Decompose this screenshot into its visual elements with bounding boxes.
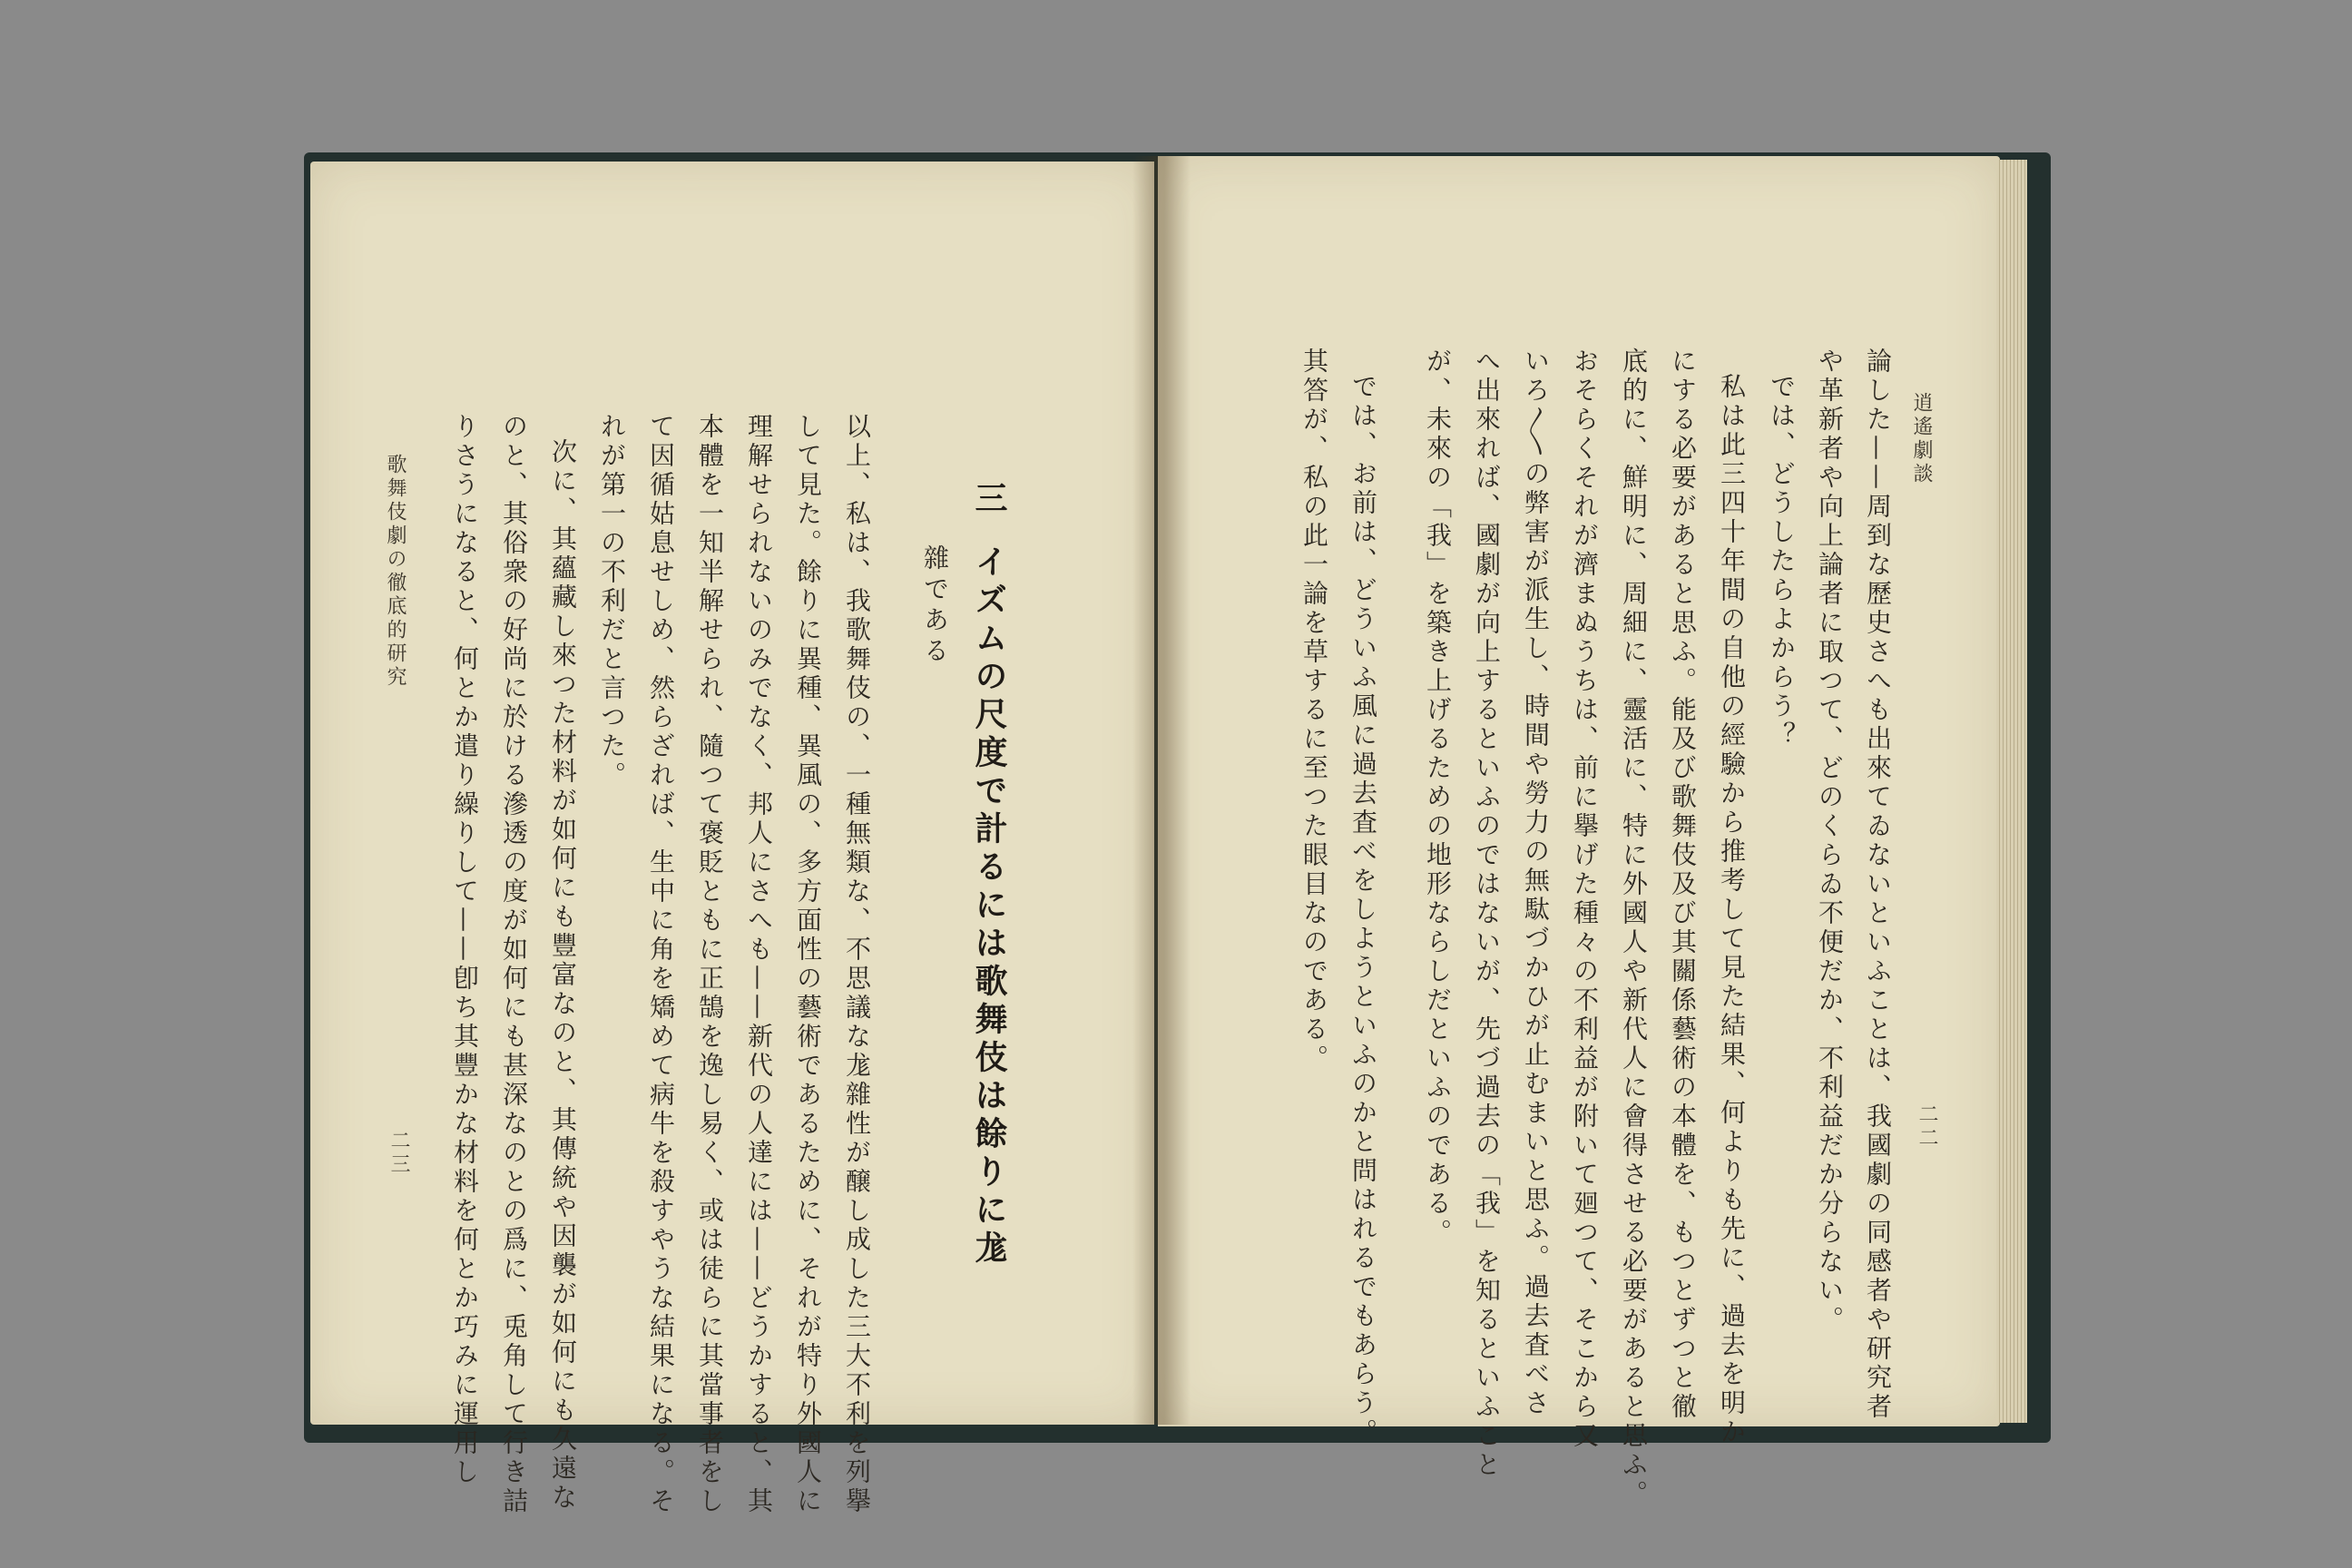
text-line: いろ〳〵の弊害が派生し、時間や勞力の無駄づかひが止むまいと思ふ。過去査べさ (1521, 348, 1551, 1418)
text-line: が、未來の「我」を築き上げるための地形ならしだといふのである。 (1423, 348, 1453, 1248)
page-number: 二三 (387, 1130, 410, 1177)
text-line: 理解せられないのみでなく、邦人にさへも——新代の人達には——どうかすると、其 (744, 413, 774, 1516)
text-line: 底的に、鮮明に、周細に、靈活に、特に外國人や新代人に會得させる必要があると思ふ。 (1619, 348, 1649, 1509)
text-line: りさうになると、何とか遣り繰りして——卽ち其豐かな材料を何とか巧みに運用し (450, 413, 480, 1487)
text-line: 以上、私は、我歌舞伎の、一種無類な、不思議な尨雜性が醸し成した三大不利を列擧 (842, 413, 872, 1516)
page-edges (1996, 160, 2027, 1423)
text-line: にする必要があると思ふ。能及び歌舞伎及び其關係藝術の本體を、もつとずつと徹 (1668, 348, 1698, 1422)
page-number: 二二 (1916, 1103, 1938, 1151)
running-title: 逍遙劇談 (1910, 392, 1933, 486)
text-line: 論した——周到な歷史さへも出來てゐないといふことは、我國劇の同感者や研究者 (1863, 348, 1893, 1422)
left-page (310, 162, 1154, 1425)
text-line: れが第一の不利だと言つた。 (597, 413, 627, 790)
text-line: おそらくそれが濟まぬうちは、前に擧げた種々の不利益が附いて廻つて、そこから又 (1570, 348, 1600, 1451)
section-number: 三 (970, 481, 1008, 519)
text-line: へ出來れば、國劇が向上するといふのではないが、先づ過去の「我」を知るといふこと (1472, 348, 1502, 1480)
text-line: て因循姑息せしめ、然らざれば、生中に角を矯めて病牛を殺すやうな結果になる。そ (646, 413, 676, 1516)
text-line: 私は此三四十年間の自他の經驗から推考して見た結果、何よりも先に、過去を明か (1717, 373, 1747, 1447)
text-line: では、お前は、どういふ風に過去査べをしようといふのかと問はれるでもあらう。 (1348, 373, 1378, 1447)
running-title: 歌舞伎劇の徹底的研究 (384, 454, 407, 690)
section-title: イズムの尺度で計るには歌舞伎は餘りに尨 (970, 544, 1008, 1269)
text-line: のと、其俗衆の好尚に於ける滲透の度が如何にも甚深なのとの爲に、兎角して行き詰 (499, 413, 529, 1516)
text-line: 其答が、私の此一論を草するに至つた眼目なのである。 (1299, 348, 1329, 1073)
text-line: では、どうしたらよからう？ (1767, 373, 1797, 750)
section-title-continued: 雜である (920, 544, 950, 668)
book-gutter (1132, 156, 1191, 1425)
text-line: や革新者や向上論者に取つて、どのくらゐ不便だか、不利益だか分らない。 (1815, 348, 1845, 1335)
text-line: 次に、其蘊藏し來つた材料が如何にも豐富なのと、其傳統や因襲が如何にも久遠な (548, 438, 578, 1513)
text-line: 本體を一知半解せられ、隨つて褒貶ともに正鵠を逸し易く、或は徒らに其當事者をし (695, 413, 725, 1516)
text-line: して見た。餘りに異種、異風の、多方面性の藝術であるために、それが特り外國人に (793, 413, 823, 1516)
